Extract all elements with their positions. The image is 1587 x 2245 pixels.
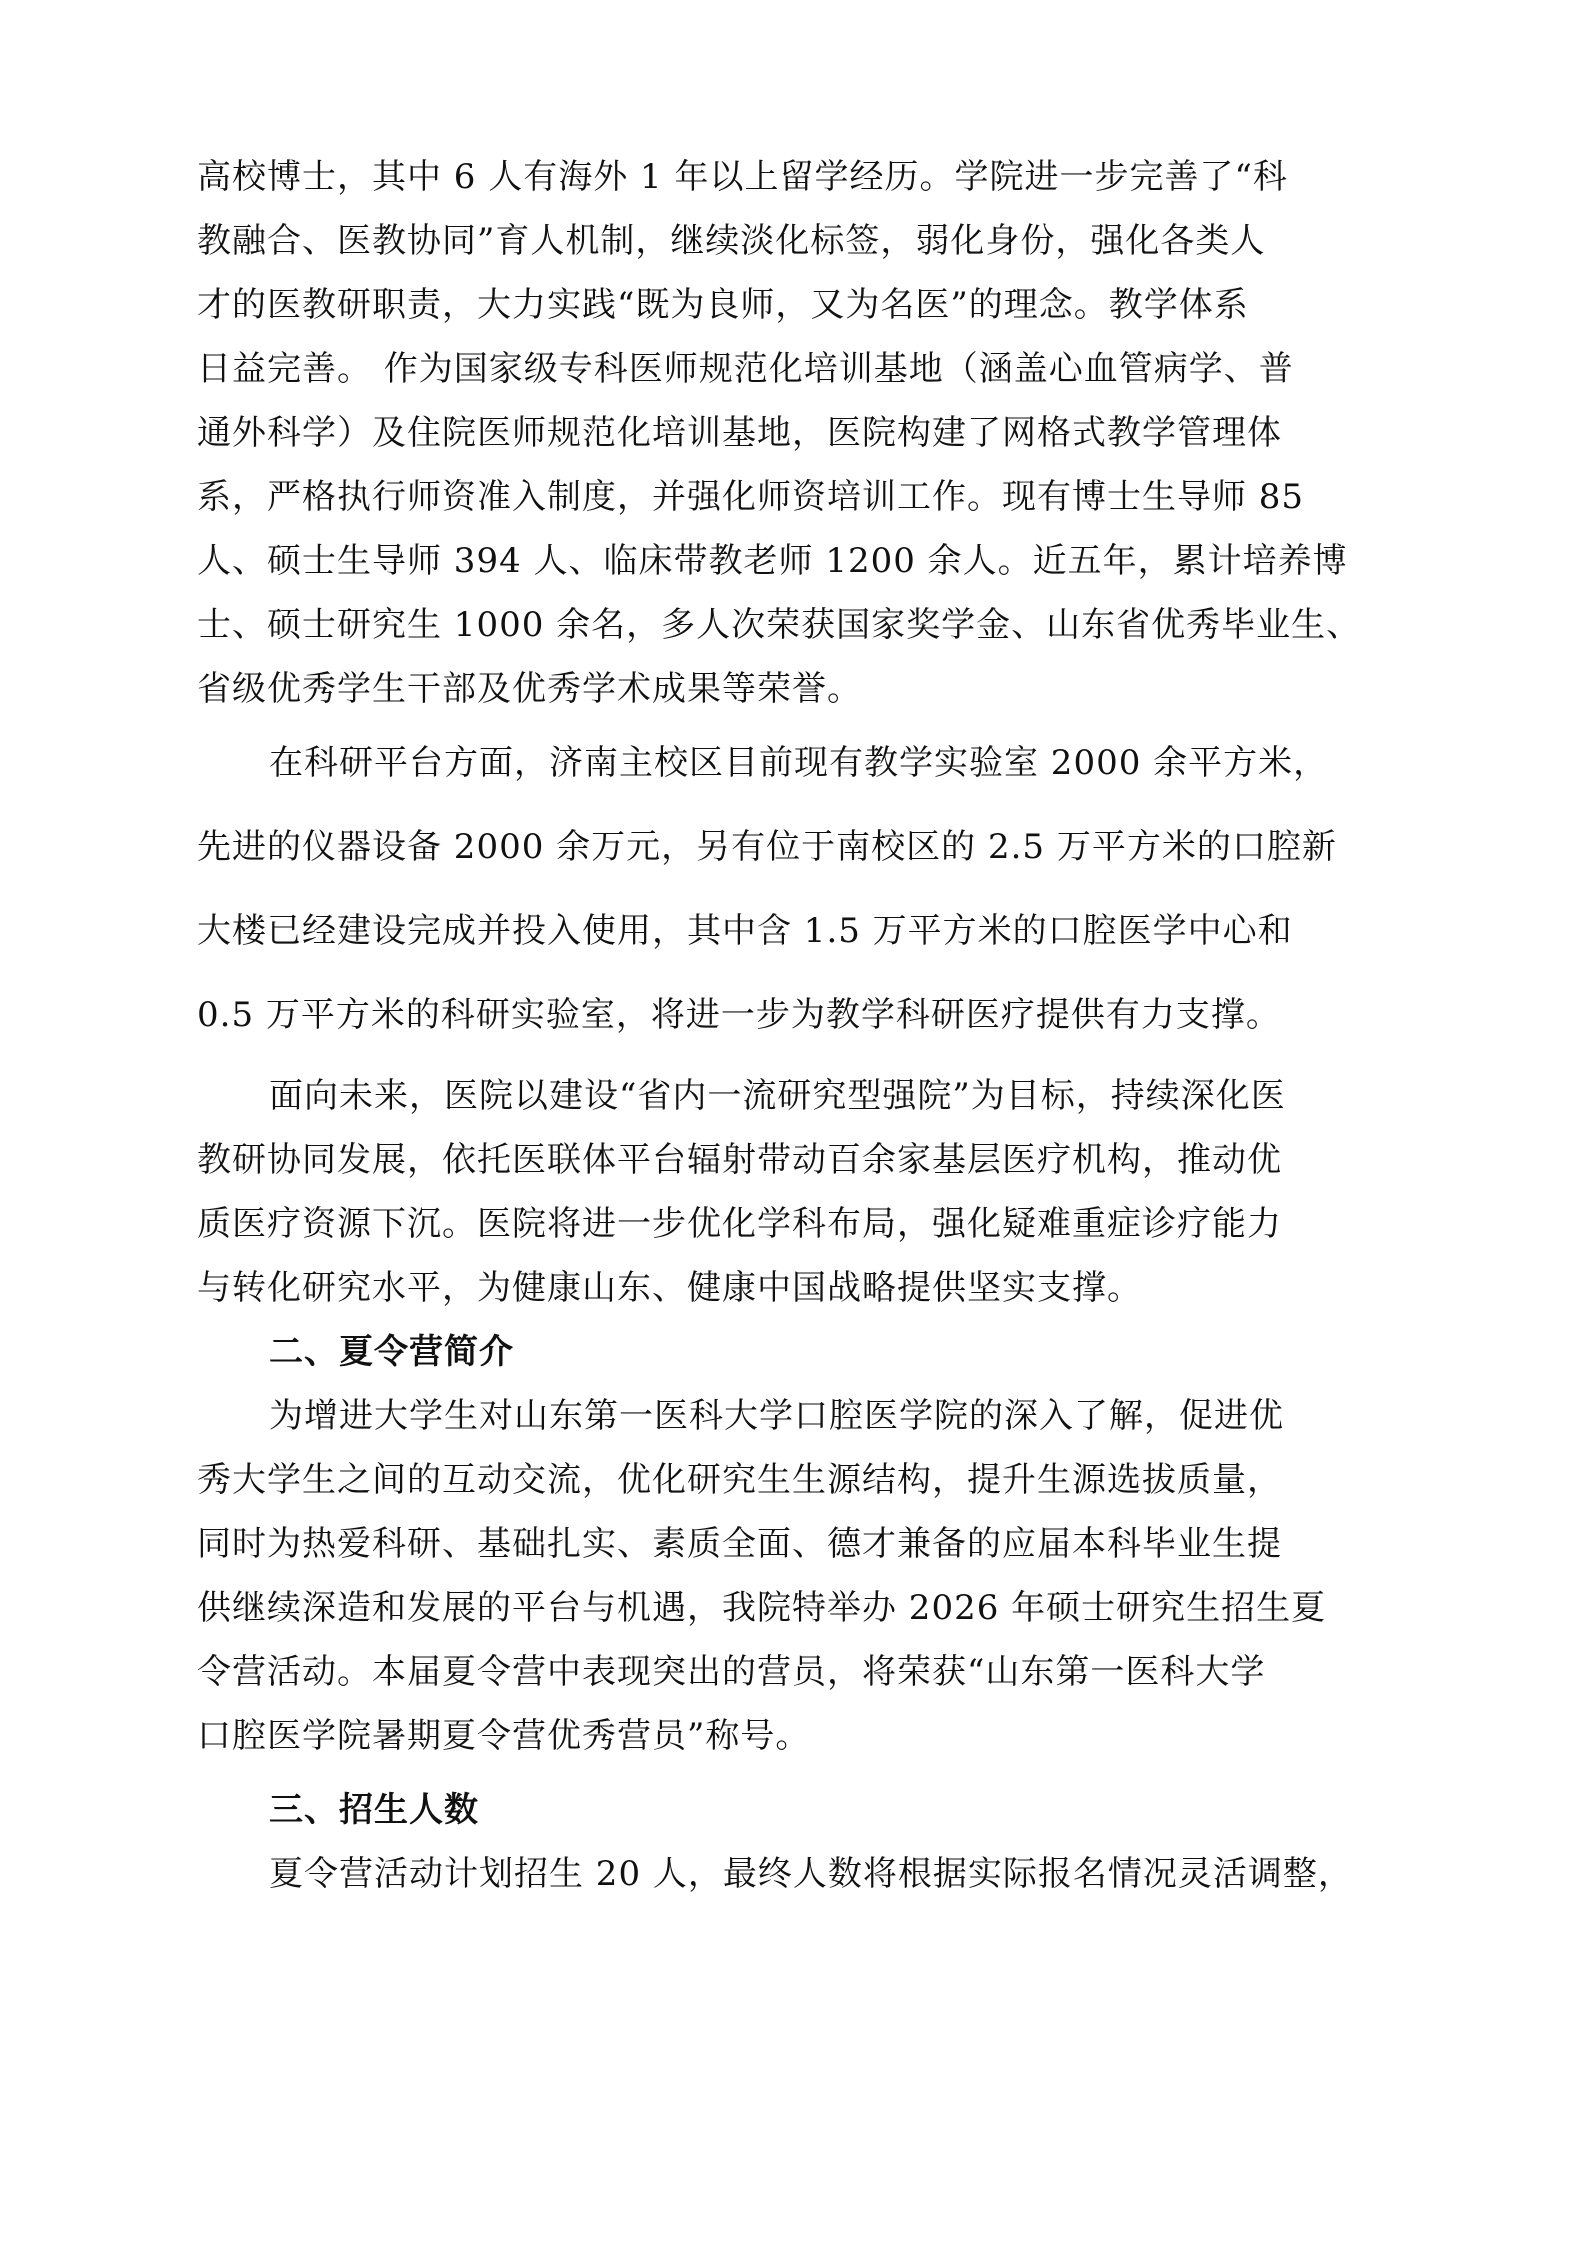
paragraph-line: 令营活动。本届夏令营中表现突出的营员，将荣获“山东第一医科大学 xyxy=(197,1652,1266,1692)
section-heading: 三、招生人数 xyxy=(269,1790,479,1830)
paragraph-line: 人、硕士生导师 394 人、临床带教老师 1200 余人。近五年，累计培养博 xyxy=(197,541,1348,581)
paragraph-line: 质医疗资源下沉。医院将进一步优化学科布局，强化疑难重症诊疗能力 xyxy=(197,1204,1282,1244)
paragraph-line: 与转化研究水平，为健康山东、健康中国战略提供坚实支撑。 xyxy=(197,1268,1142,1308)
paragraph-line: 先进的仪器设备 2000 余万元，另有位于南校区的 2.5 万平方米的口腔新 xyxy=(197,827,1337,867)
paragraph-line: 0.5 万平方米的科研实验室，将进一步为教学科研医疗提供有力支撑。 xyxy=(197,995,1281,1035)
paragraph-line: 日益完善。 作为国家级专科医师规范化培训基地（涵盖心血管病学、普 xyxy=(197,349,1294,389)
paragraph-line: 面向未来，医院以建设“省内一流研究型强院”为目标，持续深化医 xyxy=(269,1076,1286,1116)
paragraph-line: 高校博士，其中 6 人有海外 1 年以上留学经历。学院进一步完善了“科 xyxy=(197,157,1288,197)
paragraph-line: 秀大学生之间的互动交流，优化研究生生源结构，提升生源选拔质量， xyxy=(197,1460,1282,1500)
paragraph-line: 同时为热爱科研、基础扎实、素质全面、德才兼备的应届本科毕业生提 xyxy=(197,1524,1282,1564)
paragraph-line: 教融合、医教协同”育人机制，继续淡化标签，弱化身份，强化各类人 xyxy=(197,221,1266,261)
paragraph-line: 供继续深造和发展的平台与机遇，我院特举办 2026 年硕士研究生招生夏 xyxy=(197,1588,1327,1628)
paragraph-line: 大楼已经建设完成并投入使用，其中含 1.5 万平方米的口腔医学中心和 xyxy=(197,911,1293,951)
paragraph-line: 通外科学）及住院医师规范化培训基地，医院构建了网格式教学管理体 xyxy=(197,413,1282,453)
section-heading: 二、夏令营简介 xyxy=(269,1332,514,1372)
paragraph-line: 士、硕士研究生 1000 余名，多人次荣获国家奖学金、山东省优秀毕业生、 xyxy=(197,605,1362,645)
paragraph-line: 才的医教研职责，大力实践“既为良师，又为名医”的理念。教学体系 xyxy=(197,285,1249,325)
paragraph-line: 为增进大学生对山东第一医科大学口腔医学院的深入了解，促进优 xyxy=(269,1396,1284,1436)
paragraph-line: 夏令营活动计划招生 20 人，最终人数将根据实际报名情况灵活调整， xyxy=(269,1854,1353,1894)
paragraph-line: 系，严格执行师资准入制度，并强化师资培训工作。现有博士生导师 85 xyxy=(197,477,1305,517)
paragraph-line: 在科研平台方面，济南主校区目前现有教学实验室 2000 余平方米， xyxy=(269,743,1329,783)
paragraph-line: 省级优秀学生干部及优秀学术成果等荣誉。 xyxy=(197,669,862,709)
paragraph-line: 教研协同发展，依托医联体平台辐射带动百余家基层医疗机构，推动优 xyxy=(197,1140,1282,1180)
paragraph-line: 口腔医学院暑期夏令营优秀营员”称号。 xyxy=(197,1716,811,1756)
